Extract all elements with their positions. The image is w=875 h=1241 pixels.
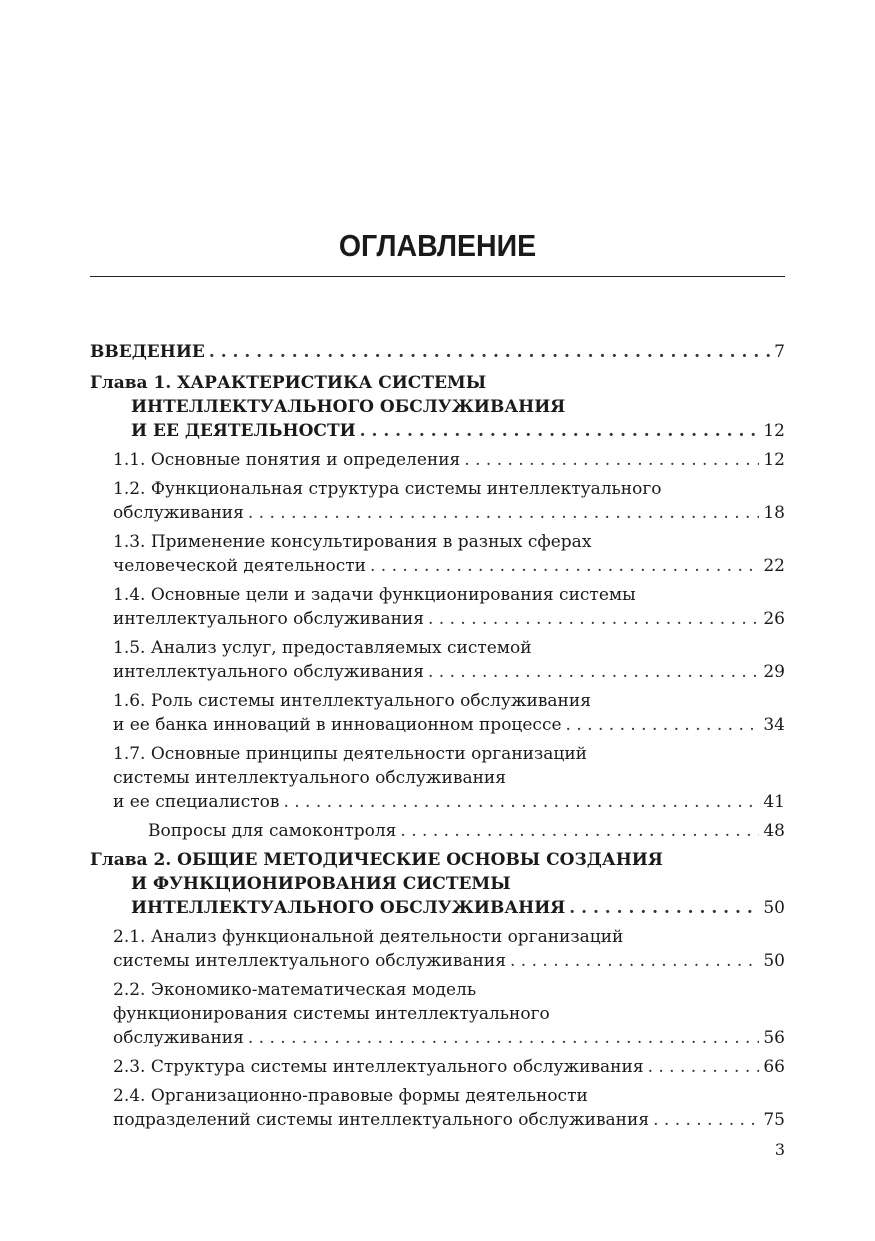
- toc-page-number: 12: [763, 421, 785, 441]
- leader-dots: [653, 1108, 759, 1132]
- toc-page-number: 41: [763, 792, 785, 812]
- toc-page-number: 50: [763, 898, 785, 918]
- toc-entry-section-1-6[interactable]: [90, 689, 785, 737]
- page-title: ОГЛАВЛЕНИЕ: [338, 228, 537, 263]
- toc-entry-title: ВВЕДЕНИЕ: [90, 342, 205, 362]
- toc-entry-title-line: ИНТЕЛЛЕКТУАЛЬНОГО ОБСЛУЖИВАНИЯ: [131, 397, 566, 417]
- toc-page-number: 29: [763, 662, 785, 682]
- toc-entry-section-1-5[interactable]: [90, 636, 785, 684]
- toc-entry-section-1-7[interactable]: [90, 742, 785, 814]
- toc-entry-title-line: интеллектуального обслуживания: [113, 662, 424, 682]
- toc-entry-chapter-1[interactable]: [90, 371, 785, 443]
- toc-entry-section-1-2[interactable]: [90, 477, 785, 525]
- toc-entry-section-1-4[interactable]: [90, 583, 785, 631]
- toc-entry-title-line: И ФУНКЦИОНИРОВАНИЯ СИСТЕМЫ: [131, 874, 511, 894]
- leader-dots: [283, 790, 759, 814]
- toc-entry-title-line: 1.4. Основные цели и задачи функционирования системы: [113, 585, 636, 605]
- toc-page-number: 50: [763, 951, 785, 971]
- toc-entry-title-line: 1.5. Анализ услуг, предоставляемых системой: [113, 638, 532, 658]
- toc-entry-title-line: Глава 2. ОБЩИЕ МЕТОДИЧЕСКИЕ ОСНОВЫ СОЗДАНИЯ: [90, 850, 663, 870]
- toc-page-number: 26: [763, 609, 785, 629]
- page-number: 3: [774, 1140, 785, 1159]
- toc-entry-chapter-2[interactable]: [90, 848, 785, 920]
- toc-entry-title-line: подразделений системы интеллектуального обслуживания: [113, 1110, 650, 1130]
- toc-page-number: 66: [763, 1057, 785, 1077]
- leader-dots: [400, 819, 759, 843]
- toc-entry-title-line: интеллектуального обслуживания: [113, 609, 424, 629]
- toc-entry-section-2-4[interactable]: [90, 1084, 785, 1132]
- toc-entry-title-line: функционирования системы интеллектуального: [113, 1004, 550, 1024]
- toc-entry-title-line: системы интеллектуального обслуживания: [113, 768, 506, 788]
- toc-page-number: 7: [774, 342, 785, 362]
- leader-dots: [428, 660, 759, 684]
- toc-entry-title-line: 2.2. Экономико-математическая модель: [113, 980, 477, 1000]
- toc-entry-title-line: 1.2. Функциональная структура системы интеллектуального: [113, 479, 662, 499]
- toc-entry-section-2-2[interactable]: [90, 978, 785, 1050]
- toc-page-number: 18: [763, 503, 785, 523]
- leader-dots: [569, 896, 759, 920]
- toc-entry-title-line: И ЕЕ ДЕЯТЕЛЬНОСТИ: [131, 421, 356, 441]
- leader-dots: [566, 713, 760, 737]
- toc-entry-intro[interactable]: [90, 340, 785, 364]
- toc-entry-title-line: 1.1. Основные понятия и определения: [113, 450, 461, 470]
- toc-page-number: 75: [763, 1110, 785, 1130]
- toc-entry-title-line: обслуживания: [113, 1028, 244, 1048]
- toc-entry-title-line: 1.7. Основные принципы деятельности организаций: [113, 744, 587, 764]
- toc-page-number: 22: [763, 556, 785, 576]
- leader-dots: [464, 448, 759, 472]
- toc-entry-questions-1[interactable]: [90, 819, 785, 843]
- title-rule: [90, 276, 785, 277]
- leader-dots: [209, 340, 770, 364]
- leader-dots: [370, 554, 759, 578]
- toc-entry-title-line: ИНТЕЛЛЕКТУАЛЬНОГО ОБСЛУЖИВАНИЯ: [131, 898, 566, 918]
- toc-entry-title-line: и ее банка инноваций в инновационном процессе: [113, 715, 562, 735]
- toc-entry-section-1-1[interactable]: [90, 448, 785, 472]
- toc-page-number: 56: [763, 1028, 785, 1048]
- toc-entry-title-line: и ее специалистов: [113, 792, 280, 812]
- toc-entry-title-line: 1.6. Роль системы интеллектуального обслуживания: [113, 691, 591, 711]
- toc-entry-section-2-1[interactable]: [90, 925, 785, 973]
- toc-entry-section-2-3[interactable]: [90, 1055, 785, 1079]
- leader-dots: [248, 1026, 760, 1050]
- toc-entry-title-line: 2.1. Анализ функциональной деятельности организаций: [113, 927, 624, 947]
- toc-entry-title-line: обслуживания: [113, 503, 244, 523]
- toc-entry-title-line: Глава 1. ХАРАКТЕРИСТИКА СИСТЕМЫ: [90, 373, 487, 393]
- toc-entry-title-line: 2.4. Организационно-правовые формы деятельности: [113, 1086, 588, 1106]
- toc-entry-section-1-3[interactable]: [90, 530, 785, 578]
- leader-dots: [648, 1055, 760, 1079]
- leader-dots: [360, 419, 760, 443]
- toc-page-number: 48: [763, 821, 785, 841]
- leader-dots: [428, 607, 759, 631]
- table-of-contents: [90, 340, 785, 1132]
- leader-dots: [248, 501, 760, 525]
- toc-entry-title-line: 2.3. Структура системы интеллектуального обслуживания: [113, 1057, 644, 1077]
- toc-entry-title-line: системы интеллектуального обслуживания: [113, 951, 506, 971]
- toc-entry-title-line: Вопросы для самоконтроля: [148, 821, 397, 841]
- leader-dots: [510, 949, 759, 973]
- toc-entry-title-line: 1.3. Применение консультирования в разных сферах: [113, 532, 592, 552]
- toc-page-number: 12: [763, 450, 785, 470]
- toc-entry-title-line: человеческой деятельности: [113, 556, 366, 576]
- toc-page-number: 34: [763, 715, 785, 735]
